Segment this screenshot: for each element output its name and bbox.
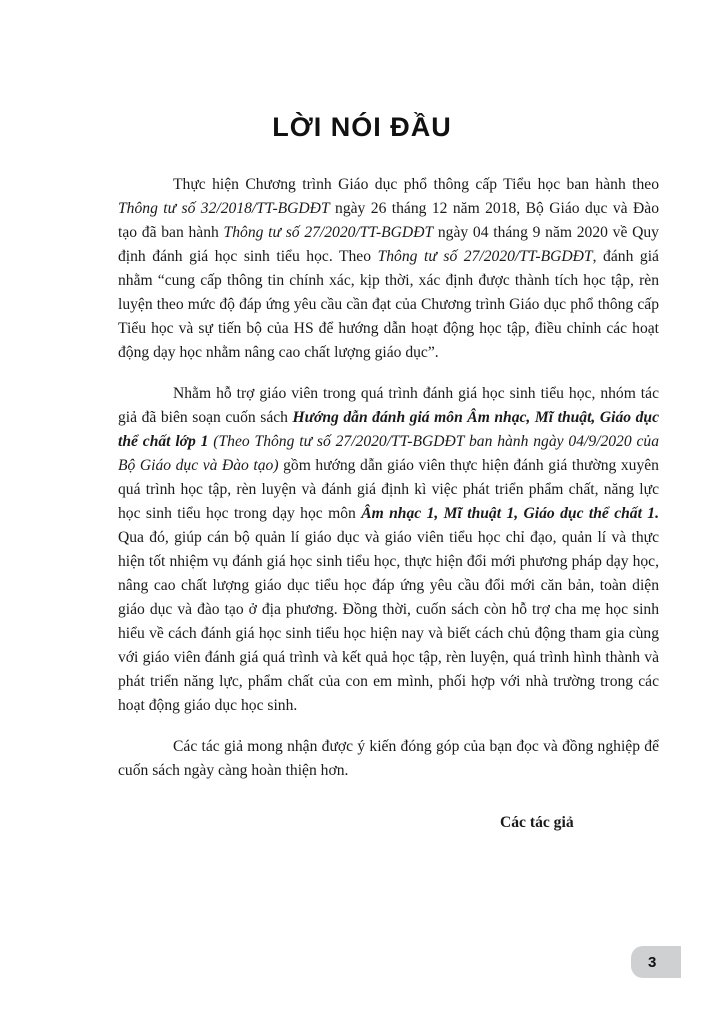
paragraph-feedback: Các tác giả mong nhận được ý kiến đóng góp của bạn đọc và đồng nghiệp để cuốn sách ngày càng hoàn thiện hơn. bbox=[118, 738, 659, 779]
paragraph-purpose bbox=[118, 382, 659, 718]
subjects-list: Âm nhạc 1, Mĩ thuật 1, Giáo dục thể chất 1. bbox=[361, 505, 660, 522]
signature: Các tác giả bbox=[500, 814, 574, 831]
circular-ref-27-2020-second: Thông tư số 27/2020/TT-BGDĐT bbox=[377, 248, 593, 265]
page-title: LỜI NÓI ĐẦU bbox=[272, 112, 452, 142]
circular-ref-32-2018: Thông tư số 32/2018/TT-BGDĐT bbox=[118, 200, 330, 217]
paragraph-intro-text-1: Thực hiện Chương trình Giáo dục phổ thông cấp Tiểu học ban hành theo bbox=[173, 176, 659, 193]
circular-ref-27-2020: Thông tư số 27/2020/TT-BGDĐT bbox=[223, 224, 434, 241]
paragraph-intro-text-4: , đánh giá nhằm “cung cấp thông tin chính xác, kịp thời, xác định được thành tích học tập, rèn luyện theo mức độ đáp ứng yêu cầu cần đạt của Chương trình Giáo dục phổ thông cấp Tiểu học và sự tiến bộ của HS để hướng dẫn hoạt động học tập, điều chỉnh các hoạt động dạy học nhằm nâng cao chất lượng giáo dục”. bbox=[118, 248, 659, 361]
book-subtitle: (Theo Thông tư số 27/2020/TT-BGDĐT ban hành ngày 04/9/2020 của Bộ Giáo dục và Đào tạo) bbox=[118, 433, 659, 474]
page-number: 3 bbox=[648, 953, 657, 971]
book-title: Hướng dẫn đánh giá môn Âm nhạc, Mĩ thuật, Giáo dục thể chất lớp 1 bbox=[118, 409, 659, 450]
paragraph-intro-text-3: ngày 04 tháng 9 năm 2020 về Quy định đánh giá học sinh tiểu học. Theo bbox=[118, 224, 659, 265]
paragraph-intro-text-2: ngày 26 tháng 12 năm 2018, Bộ Giáo dục và Đào tạo đã ban hành bbox=[118, 200, 659, 241]
paragraph-intro bbox=[118, 173, 659, 365]
page-number-tab bbox=[631, 946, 681, 978]
paragraph-purpose-text-2: gồm hướng dẫn giáo viên thực hiện đánh giá thường xuyên quá trình học tập, rèn luyện và đánh giá định kì việc phát triển phẩm chất, năng lực học sinh tiểu học trong dạy học môn bbox=[118, 457, 659, 522]
body-text bbox=[118, 173, 659, 783]
paragraph-purpose-text-3: Qua đó, giúp cán bộ quản lí giáo dục và giáo viên tiểu học chỉ đạo, quản lí và thực hiện tốt nhiệm vụ đánh giá học sinh tiểu học, thực hiện đổi mới phương pháp dạy học, nâng cao chất lượng giáo dục tiểu học đáp ứng yêu cầu đổi mới căn bản, toàn diện giáo dục và đào tạo ở địa phương. Đồng thời, cuốn sách còn hỗ trợ cha mẹ học sinh hiểu về cách đánh giá học sinh tiểu học hiện nay và biết cách chủ động tham gia cùng với giáo viên đánh giá quá trình và kết quả học tập, rèn luyện, quá trình hình thành và phát triển năng lực, phẩm chất của con em mình, phối hợp với nhà trường trong các hoạt động giáo dục học sinh. bbox=[118, 529, 659, 714]
paragraph-purpose-text-1: Nhằm hỗ trợ giáo viên trong quá trình đánh giá học sinh tiểu học, nhóm tác giả đã biên soạn cuốn sách bbox=[118, 385, 659, 426]
